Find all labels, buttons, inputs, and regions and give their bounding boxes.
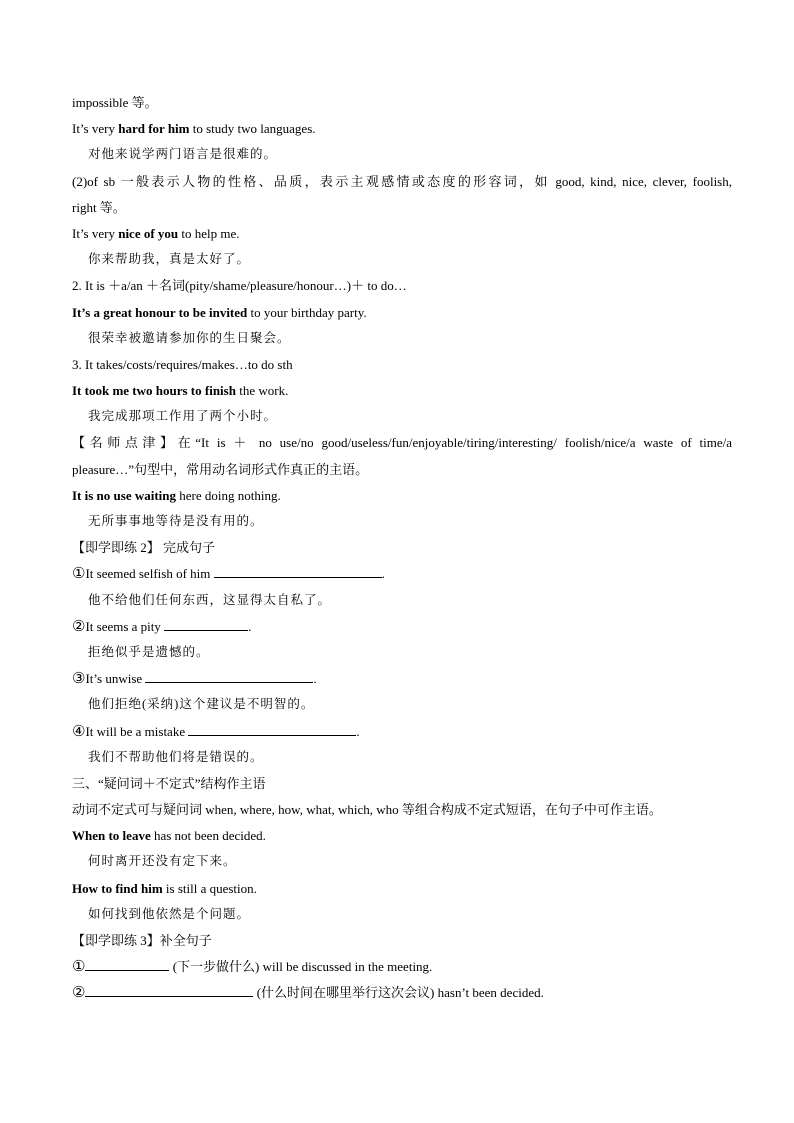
translation: 如何找到他依然是个问题。 xyxy=(88,906,251,921)
translation: 无所事事地等待是没有用的。 xyxy=(88,514,264,528)
exercise-heading: 【即学即练 2】 完成句子 xyxy=(72,540,216,556)
translation: 我们不帮助他们将是错误的。 xyxy=(88,749,264,764)
exercise-item: ① (下一步做什么) will be discussed in the meeting. xyxy=(72,959,433,976)
translation: 拒绝似乎是遗憾的。 xyxy=(88,644,210,659)
text-line: 动词不定式可与疑问词 when, where, how, what, which, who 等组合构成不定式短语，在句子中可作主语。 xyxy=(72,802,662,818)
answer-blank[interactable] xyxy=(85,983,253,997)
example-sentence: It’s very nice of you to help me. xyxy=(72,225,240,241)
translation: 很荣幸被邀请参加你的生日聚会。 xyxy=(88,330,291,345)
rule-heading: 2. It is ＋a/an ＋名词(pity/shame/pleasure/honour…)＋ to do… xyxy=(72,278,407,294)
tip-note: 【名师点津】在“It is ＋ no use/no good/useless/fun/enjoyable/tiring/interesting/ foolish/nice/a waste of time/a xyxy=(72,435,732,451)
rule-heading: 3. It takes/costs/requires/makes…to do sth xyxy=(72,356,293,372)
example-sentence: When to leave has not been decided. xyxy=(72,828,266,844)
translation: 你来帮助我，真是太好了。 xyxy=(88,252,251,267)
tip-note-cont: pleasure…”句型中，常用动名词形式作真正的主语。 xyxy=(72,461,369,477)
text-line: right 等。 xyxy=(72,199,126,215)
answer-blank[interactable] xyxy=(145,669,313,683)
translation: 何时离开还没有定下来。 xyxy=(88,854,237,869)
example-sentence: It’s very hard for him to study two languages. xyxy=(72,121,316,137)
section-heading: 三、“疑问词＋不定式”结构作主语 xyxy=(72,775,266,791)
exercise-heading: 【即学即练 3】补全句子 xyxy=(72,933,212,948)
exercise-item: ③It’s unwise . xyxy=(72,671,317,688)
document-page xyxy=(72,93,732,1010)
answer-blank[interactable] xyxy=(164,617,248,631)
exercise-item: ② (什么时间在哪里举行这次会议) hasn’t been decided. xyxy=(72,985,544,1002)
exercise-item: ④It will be a mistake . xyxy=(72,723,360,740)
exercise-item: ②It seems a pity . xyxy=(72,618,252,635)
example-sentence: It’s a great honour to be invited to your birthday party. xyxy=(72,304,367,320)
answer-blank[interactable] xyxy=(188,722,356,736)
example-sentence: It took me two hours to finish the work. xyxy=(72,383,289,399)
answer-blank[interactable] xyxy=(214,564,382,578)
text-line: (2)of sb 一般表示人物的性格、品质，表示主观感情或态度的形容词，如 good, kind, nice, clever, foolish, xyxy=(72,173,732,189)
exercise-item: ①It seemed selfish of him . xyxy=(72,566,385,583)
answer-blank[interactable] xyxy=(85,957,169,971)
text-line: impossible 等。 xyxy=(72,95,158,110)
example-sentence: It is no use waiting here doing nothing. xyxy=(72,487,281,503)
translation: 他们拒绝(采纳)这个建议是不明智的。 xyxy=(88,697,315,712)
translation: 对他来说学两门语言是很难的。 xyxy=(88,147,278,162)
example-sentence: How to find him is still a question. xyxy=(72,880,257,896)
translation: 他不给他们任何东西，这显得太自私了。 xyxy=(88,592,332,607)
translation: 我完成那项工作用了两个小时。 xyxy=(88,409,278,424)
